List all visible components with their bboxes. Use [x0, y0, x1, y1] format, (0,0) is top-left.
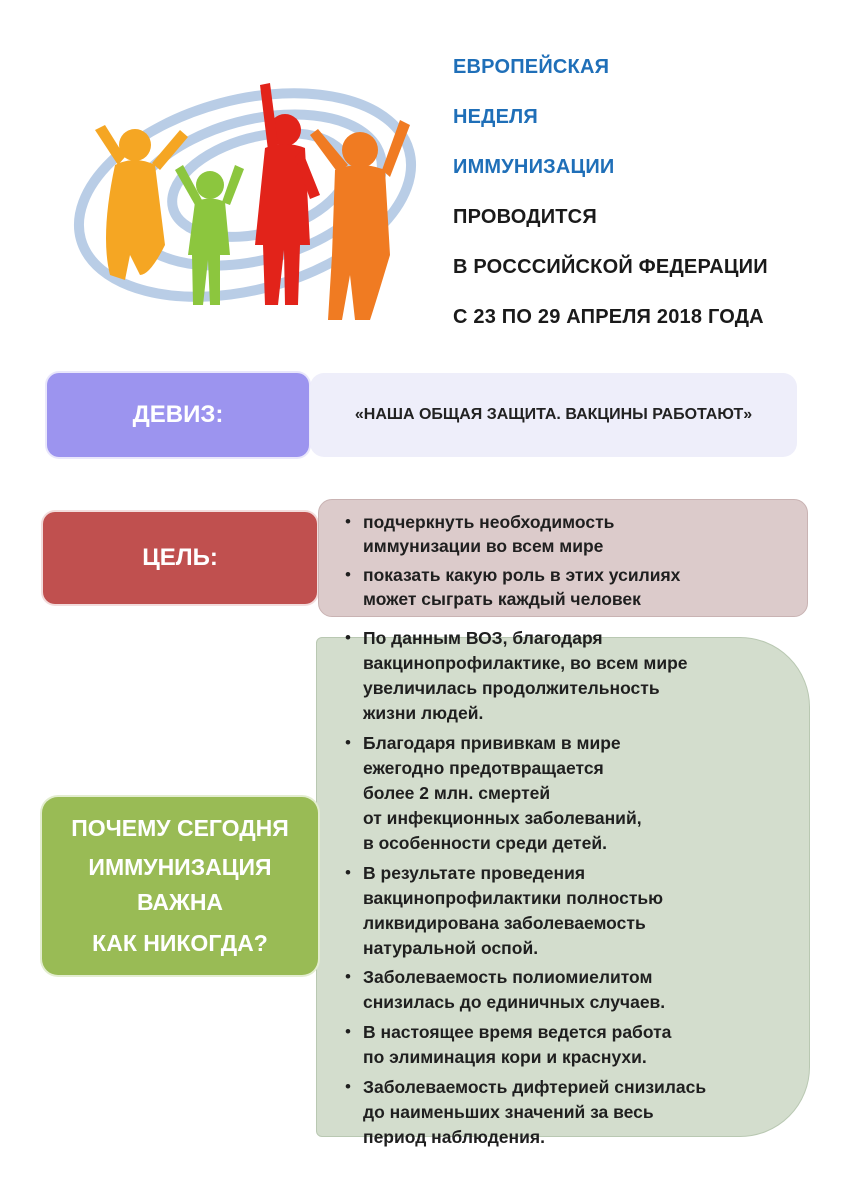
why-bullet-3-line-3: ликвидирована заболеваемость	[363, 913, 646, 933]
why-bullet-6-line-2: до наименьших значений за весь	[363, 1102, 654, 1122]
why-bullet-2-line-4: от инфекционных заболеваний,	[363, 808, 642, 828]
why-bullet-2-line-1: Благодаря прививкам в мире	[363, 733, 621, 753]
header-line-5: В РОСССИЙСКОЙ ФЕДЕРАЦИИ	[453, 256, 768, 278]
why-bullet-2-line-2: ежегодно предотвращается	[363, 758, 604, 778]
why-label-line-1: ПОЧЕМУ СЕГОДНЯ	[71, 815, 289, 841]
why-bullet-3-line-2: вакцинопрофилактики полностью	[363, 888, 664, 908]
why-bullet-6-line-3: период наблюдения.	[363, 1127, 545, 1147]
bullet-dot: •	[345, 1022, 351, 1041]
why-bullet-1-line-2: вакцинопрофилактике, во всем мире	[363, 653, 688, 673]
bullet-dot: •	[345, 565, 351, 584]
header-line-3: ИММУНИЗАЦИИ	[453, 156, 615, 178]
why-bullet-4-line-2: снизилась до единичных случаев.	[363, 992, 666, 1012]
why-bullet-3-line-4: натуральной оспой.	[363, 938, 539, 958]
goal-bullet-2-line-1: показать какую роль в этих усилиях	[363, 565, 681, 585]
why-label-line-4: КАК НИКОГДА?	[92, 930, 268, 956]
why-bullet-2-line-3: более 2 млн. смертей	[363, 783, 551, 803]
why-bullet-6-line-1: Заболеваемость дифтерией снизилась	[363, 1077, 707, 1097]
goal-bullet-2-line-2: может сыграть каждый человек	[363, 589, 641, 609]
why-bullet-4-line-1: Заболеваемость полиомиелитом	[363, 967, 653, 987]
header-line-6: С 23 ПО 29 АПРЕЛЯ 2018 ГОДА	[453, 306, 764, 328]
why-bullet-3-line-1: В результате проведения	[363, 863, 586, 883]
why-label-line-2: ИММУНИЗАЦИЯ	[88, 854, 272, 880]
goal-bullet-1-line-2: иммунизации во всем мире	[363, 536, 604, 556]
bullet-dot: •	[345, 512, 351, 531]
children-jumping-illustration	[70, 45, 430, 335]
motto-label: ДЕВИЗ:	[47, 373, 309, 457]
bullet-dot: •	[345, 1077, 351, 1096]
bullet-dot: •	[345, 863, 351, 882]
bullet-dot: •	[345, 967, 351, 986]
why-label-line-3: ВАЖНА	[136, 889, 224, 915]
header-line-4: ПРОВОДИТСЯ	[453, 206, 597, 228]
motto-text: «НАША ОБЩАЯ ЗАЩИТА. ВАКЦИНЫ РАБОТАЮТ»	[310, 373, 797, 457]
header-line-2: НЕДЕЛЯ	[453, 106, 538, 128]
why-bullet-5-line-2: по элиминация кори и краснухи.	[363, 1047, 647, 1067]
why-label	[42, 797, 318, 975]
why-bullet-5-line-1: В настоящее время ведется работа	[363, 1022, 672, 1042]
why-bullet-1-line-1: По данным ВОЗ, благодаря	[363, 628, 603, 648]
bullet-dot: •	[345, 628, 351, 647]
goal-bullet-1-line-1: подчеркнуть необходимость	[363, 512, 615, 532]
why-bullet-2-line-5: в особенности среди детей.	[363, 833, 607, 853]
why-bullet-1-line-4: жизни людей.	[363, 703, 484, 723]
header-line-1: ЕВРОПЕЙСКАЯ	[453, 56, 610, 78]
goal-label: ЦЕЛЬ:	[43, 512, 317, 604]
why-bullet-1-line-3: увеличилась продолжительность	[363, 678, 660, 698]
bullet-dot: •	[345, 733, 351, 752]
